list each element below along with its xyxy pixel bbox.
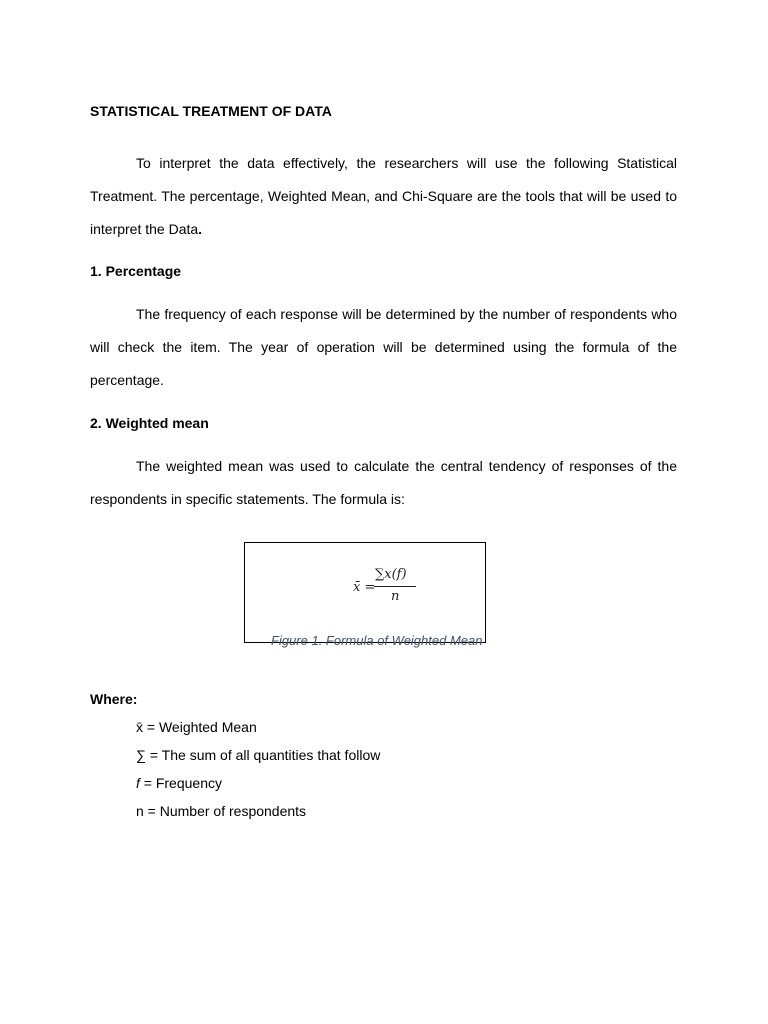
where-label: Where: [90, 691, 138, 707]
section-heading-percentage: 1. Percentage [90, 263, 182, 279]
formula-box [244, 542, 486, 643]
intro-line-1: To interpret the data effectively, the researchers will use the following Statistical [136, 155, 677, 171]
where-item-weighted-mean [136, 719, 257, 735]
weighted-mean-line-2: respondents in specific statements. The formula is: [90, 491, 405, 507]
intro-line-3 [90, 221, 677, 237]
formula-numerator: ∑x(f) [375, 567, 407, 582]
percentage-paragraph [90, 306, 677, 396]
where-definition: = Frequency [139, 775, 222, 791]
formula-denominator: n [391, 589, 400, 604]
weighted-mean-paragraph [90, 458, 677, 518]
formula-lhs: x̄ = [353, 580, 376, 595]
section-heading-weighted-mean: 2. Weighted mean [90, 415, 209, 431]
where-symbol: ∑ [136, 747, 146, 763]
where-symbol: f [136, 775, 140, 791]
where-item-sum [136, 747, 380, 763]
document-title: STATISTICAL TREATMENT OF DATA [90, 103, 332, 119]
where-item-frequency [136, 775, 222, 791]
where-definition: = Number of respondents [143, 803, 307, 819]
intro-paragraph [90, 155, 677, 245]
where-symbol: n [136, 803, 144, 819]
where-definition: = Weighted Mean [143, 719, 257, 735]
percentage-line-3: percentage. [90, 372, 164, 388]
where-item-respondents [136, 803, 306, 819]
intro-line-3-period: . [198, 221, 203, 237]
where-definition: = The sum of all quantities that follow [145, 747, 381, 763]
percentage-line-2: will check the item. The year of operation will be determined using the formula of the [90, 339, 677, 355]
formula-fraction-bar [374, 586, 416, 587]
figure-caption: Figure 1. Formula of Weighted Mean [271, 633, 483, 648]
where-symbol: x̄ [136, 719, 143, 735]
percentage-line-1: The frequency of each response will be determined by the number of respondents who [136, 306, 677, 322]
intro-line-2: Treatment. The percentage, Weighted Mean, and Chi-Square are the tools that will be used to [90, 188, 677, 204]
intro-line-3-text: interpret the Data [90, 221, 199, 237]
weighted-mean-line-1: The weighted mean was used to calculate the central tendency of responses of the [136, 458, 677, 474]
